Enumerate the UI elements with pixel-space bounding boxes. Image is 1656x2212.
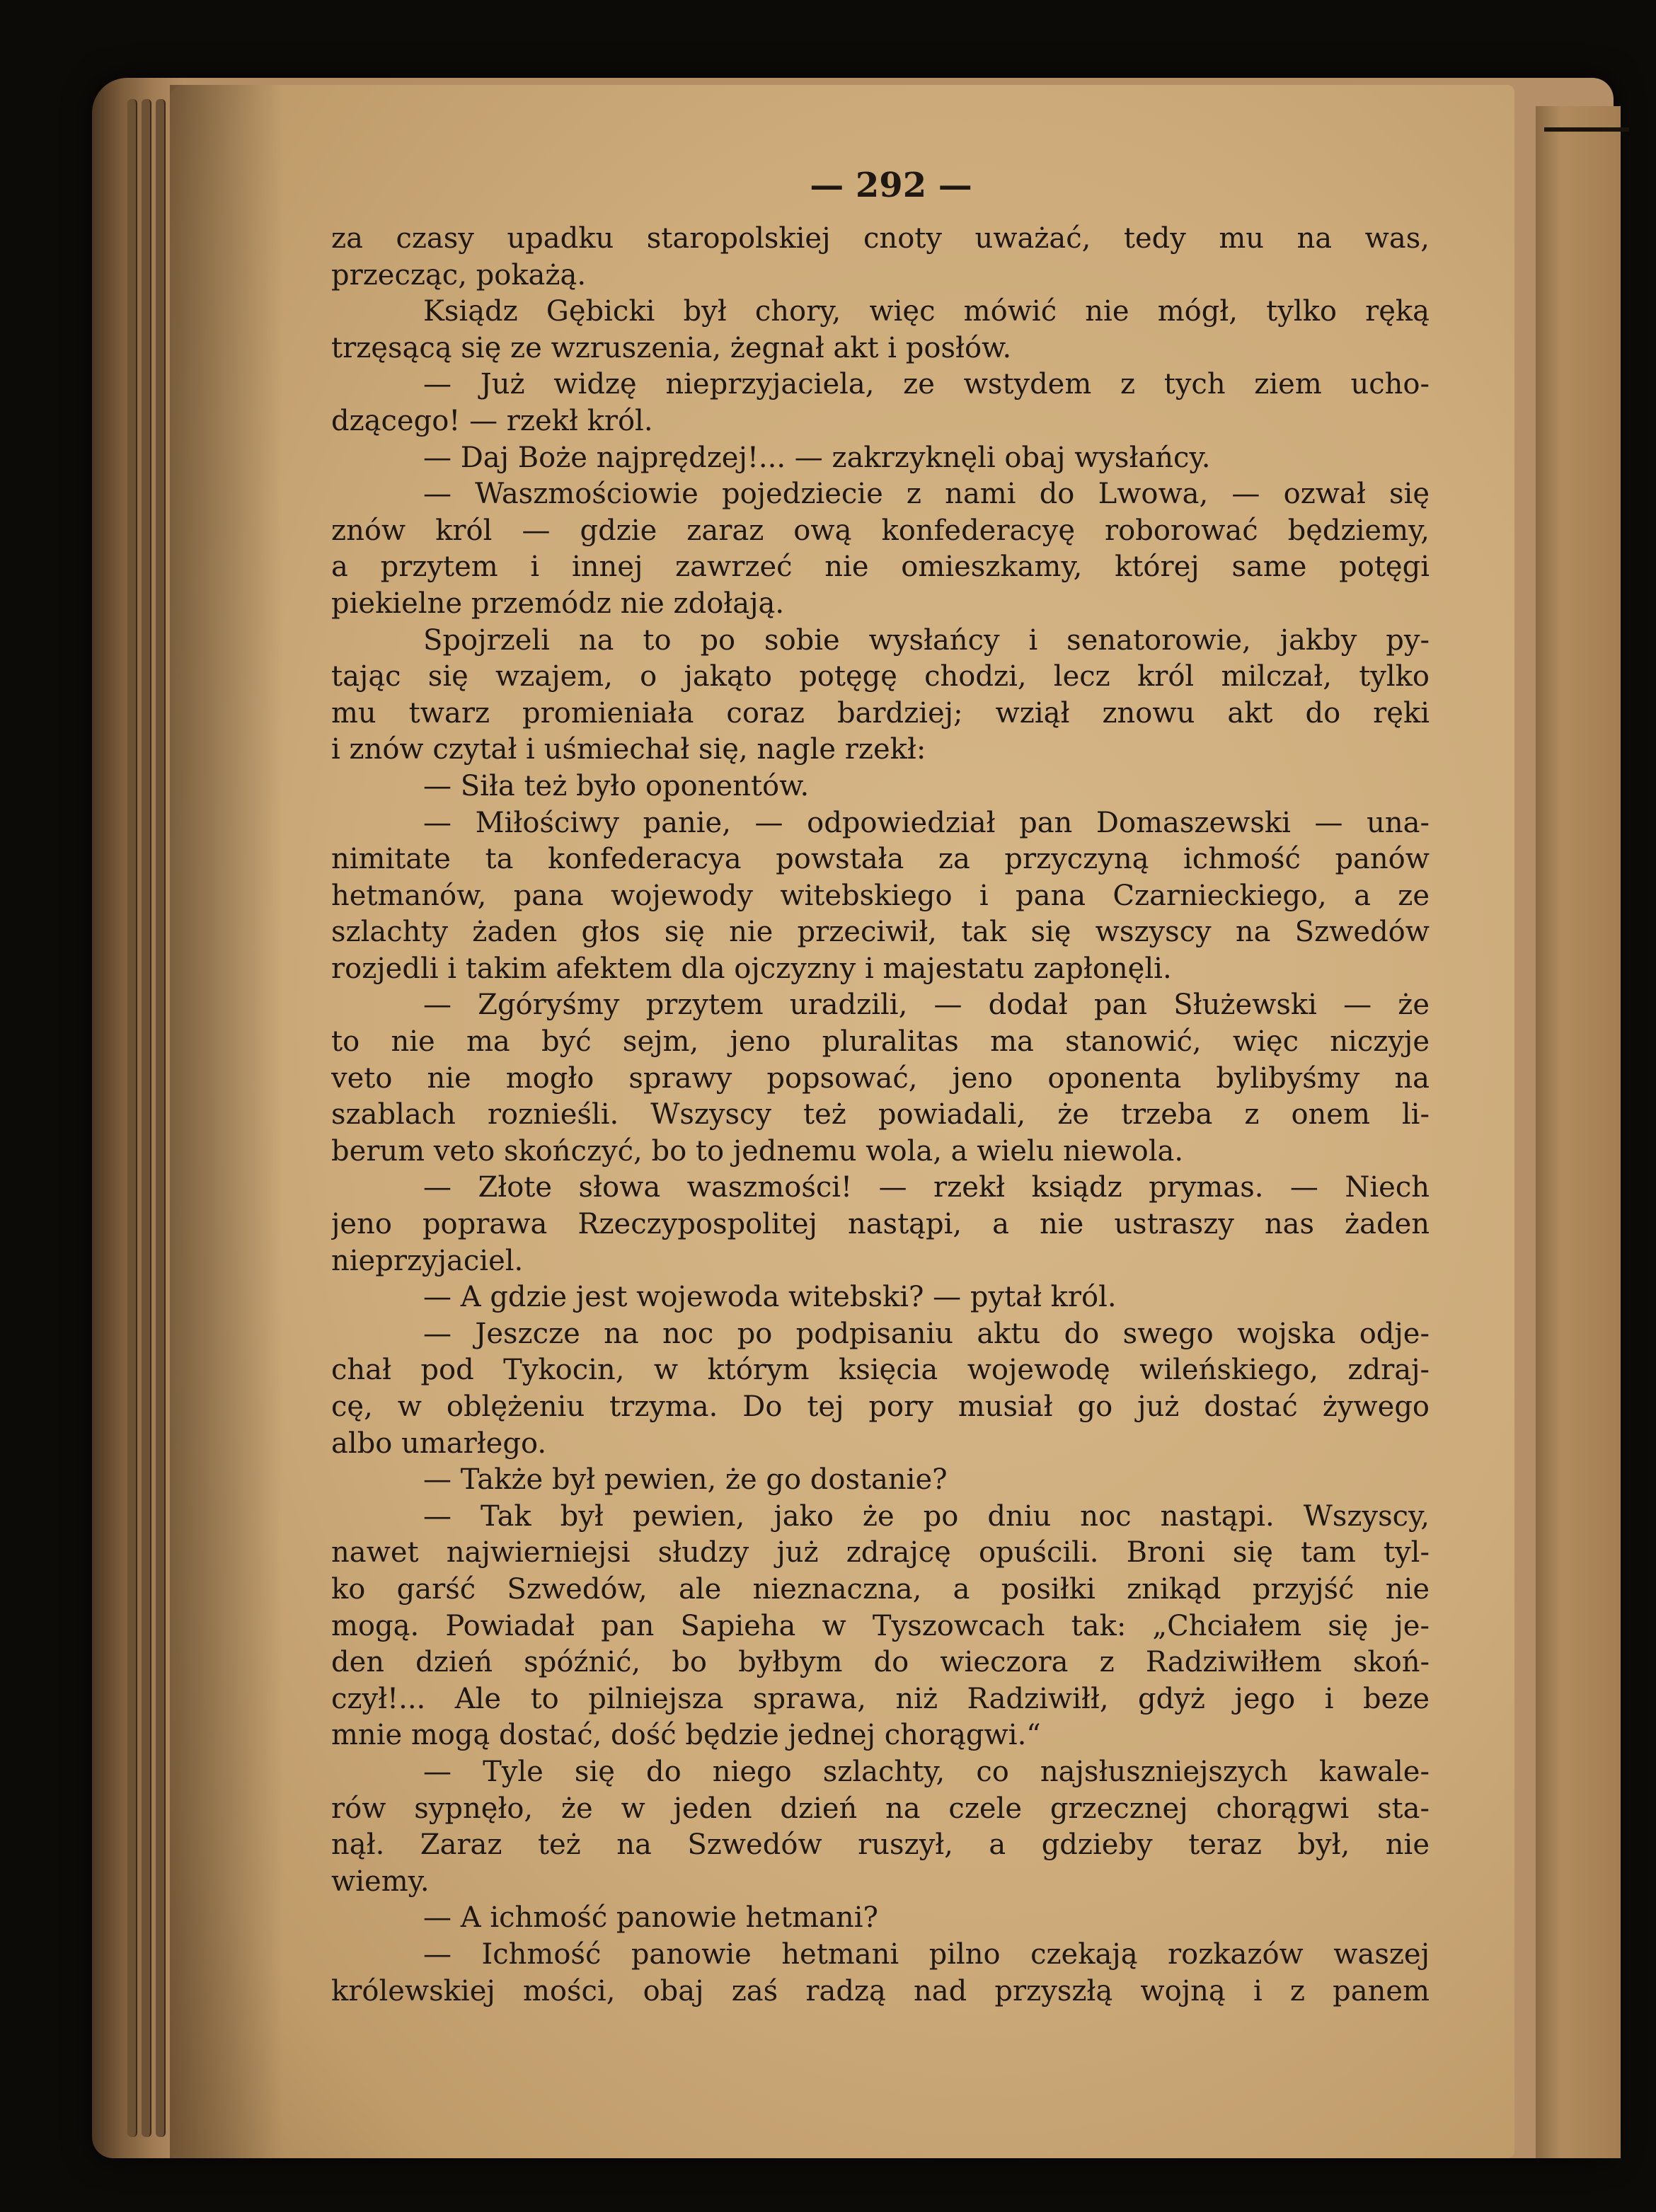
text-line: nimitate ta konfederacya powstała za przyczyną ichmość panów [331,843,1430,876]
text-line: den dzień spóźnić, bo byłbym do wieczora z Radziwiłłem skoń- [331,1646,1430,1679]
text-line: — Ichmość panowie hetmani pilno czekają rozkazów waszej [423,1937,1430,1971]
text-line: — Jeszcze na noc po podpisaniu aktu do swego wojska odje- [423,1317,1430,1350]
text-body [331,221,1430,2010]
text-line: szablach roznieśli. Wszyscy też powiadali, że trzeba z onem li- [331,1098,1430,1131]
text-line: — Zgóryśmy przytem uradzili, — dodał pan Służewski — że [423,989,1430,1022]
text-line: — A ichmość panowie hetmani? [423,1901,878,1935]
page-edge [156,99,166,2137]
page-edge [142,99,151,2137]
text-line: to nie ma być sejm, jeno pluralitas ma stanowić, więc niczyje [331,1025,1430,1059]
text-line: Spojrzeli na to po sobie wysłańcy i senatorowie, jakby py- [423,623,1430,657]
text-line: — Tak był pewien, jako że po dniu noc nastąpi. Wszyscy, [423,1499,1430,1533]
text-line: mnie mogą dostać, dość będzie jednej chorągwi.“ [331,1719,1041,1752]
text-line: królewskiej mości, obaj zaś radzą nad przyszłą wojną i z panem [331,1974,1430,2007]
text-line: trzęsącą się ze wzruszenia, żegnał akt i posłów. [331,331,1012,364]
text-line: berum veto skończyć, bo to jednemu wola, a wielu niewola. [331,1134,1184,1168]
text-line: znów król — gdzie zaraz ową konfederacyę roborować będziemy, [331,514,1430,547]
text-line: nawet najwierniejsi słudzy już zdrajcę opuścili. Broni się tam tyl- [331,1536,1430,1569]
text-line: — Daj Boże najprędzej!... — zakrzyknęli obaj wysłańcy. [423,441,1211,474]
facing-page-edge [1536,106,1621,2158]
text-line: piekielne przemódz nie zdołają. [331,587,785,620]
text-line: — Tyle się do niego szlachty, co najsłuszniejszych kawale- [423,1755,1430,1788]
text-line: czył!... Ale to pilniejsza sprawa, niż Radziwiłł, gdyż jego i beze [331,1682,1430,1715]
facing-page-mark [1544,127,1629,132]
text-line: wiemy. [331,1865,430,1898]
text-line: jeno poprawa Rzeczypospolitej nastąpi, a nie ustraszy nas żaden [331,1208,1430,1241]
text-line: nął. Zaraz też na Szwedów ruszył, a gdzieby teraz był, nie [331,1828,1430,1862]
text-line: rów sypnęło, że w jeden dzień na czele grzecznej chorągwi sta- [331,1792,1430,1825]
text-line: mu twarz promieniała coraz bardziej; wziął znowu akt do ręki [331,696,1430,730]
text-line: — Złote słowa waszmości! — rzekł ksiądz prymas. — Niech [423,1171,1430,1204]
text-line: nieprzyjaciel. [331,1244,524,1277]
text-line: tając się wzajem, o jakąto potęgę chodzi, lecz król milczał, tylko [331,660,1430,693]
text-line: hetmanów, pana wojewody witebskiego i pana Czarnieckiego, a ze [331,879,1430,912]
text-line: za czasy upadku staropolskiej cnoty uważać, tedy mu na was, [331,222,1430,255]
text-line: ko garść Szwedów, ale nieznaczna, a posiłki znikąd przyjść nie [331,1572,1430,1606]
text-line: szlachty żaden głos się nie przeciwił, tak się wszyscy na Szwedów [331,916,1430,949]
page-content [331,166,1430,2010]
page-edge [127,99,137,2137]
text-line: — Siła też było oponentów. [423,769,810,802]
text-line: — Miłościwy panie, — odpowiedział pan Domaszewski — una- [423,806,1430,839]
text-line: — A gdzie jest wojewoda witebski? — pytał król. [423,1281,1117,1314]
text-line: — Także był pewien, że go dostanie? [423,1463,948,1497]
text-line: cę, w oblężeniu trzyma. Do tej pory musiał go już dostać żywego [331,1390,1430,1423]
text-line: Ksiądz Gębicki był chory, więc mówić nie mógł, tylko ręką [423,295,1430,328]
text-line: dzącego! — rzekł król. [331,404,653,437]
text-line: i znów czytał i uśmiechał się, nagle rzekł: [331,733,926,766]
text-line: albo umarłego. [331,1427,547,1460]
text-line: — Waszmościowie pojedziecie z nami do Lwowa, — ozwał się [423,478,1430,511]
text-line: mogą. Powiadał pan Sapieha w Tyszowcach tak: „Chciałem się je- [331,1609,1430,1642]
page-number: — 292 — [810,166,972,205]
text-line: chał pod Tykocin, w którym księcia wojewodę wileńskiego, zdraj- [331,1354,1430,1387]
text-line: a przytem i innej zawrzeć nie omieszkamy, której same potęgi [331,551,1430,584]
text-line: — Już widzę nieprzyjaciela, ze wstydem z tych ziem ucho- [423,368,1430,401]
spine-shadow [170,85,283,2158]
text-line: veto nie mogło sprawy popsować, jeno oponenta bylibyśmy na [331,1061,1430,1095]
text-line: rozjedli i takim afektem dla ojczyzny i majestatu zapłonęli. [331,952,1172,985]
text-line: przecząc, pokażą. [331,258,587,292]
